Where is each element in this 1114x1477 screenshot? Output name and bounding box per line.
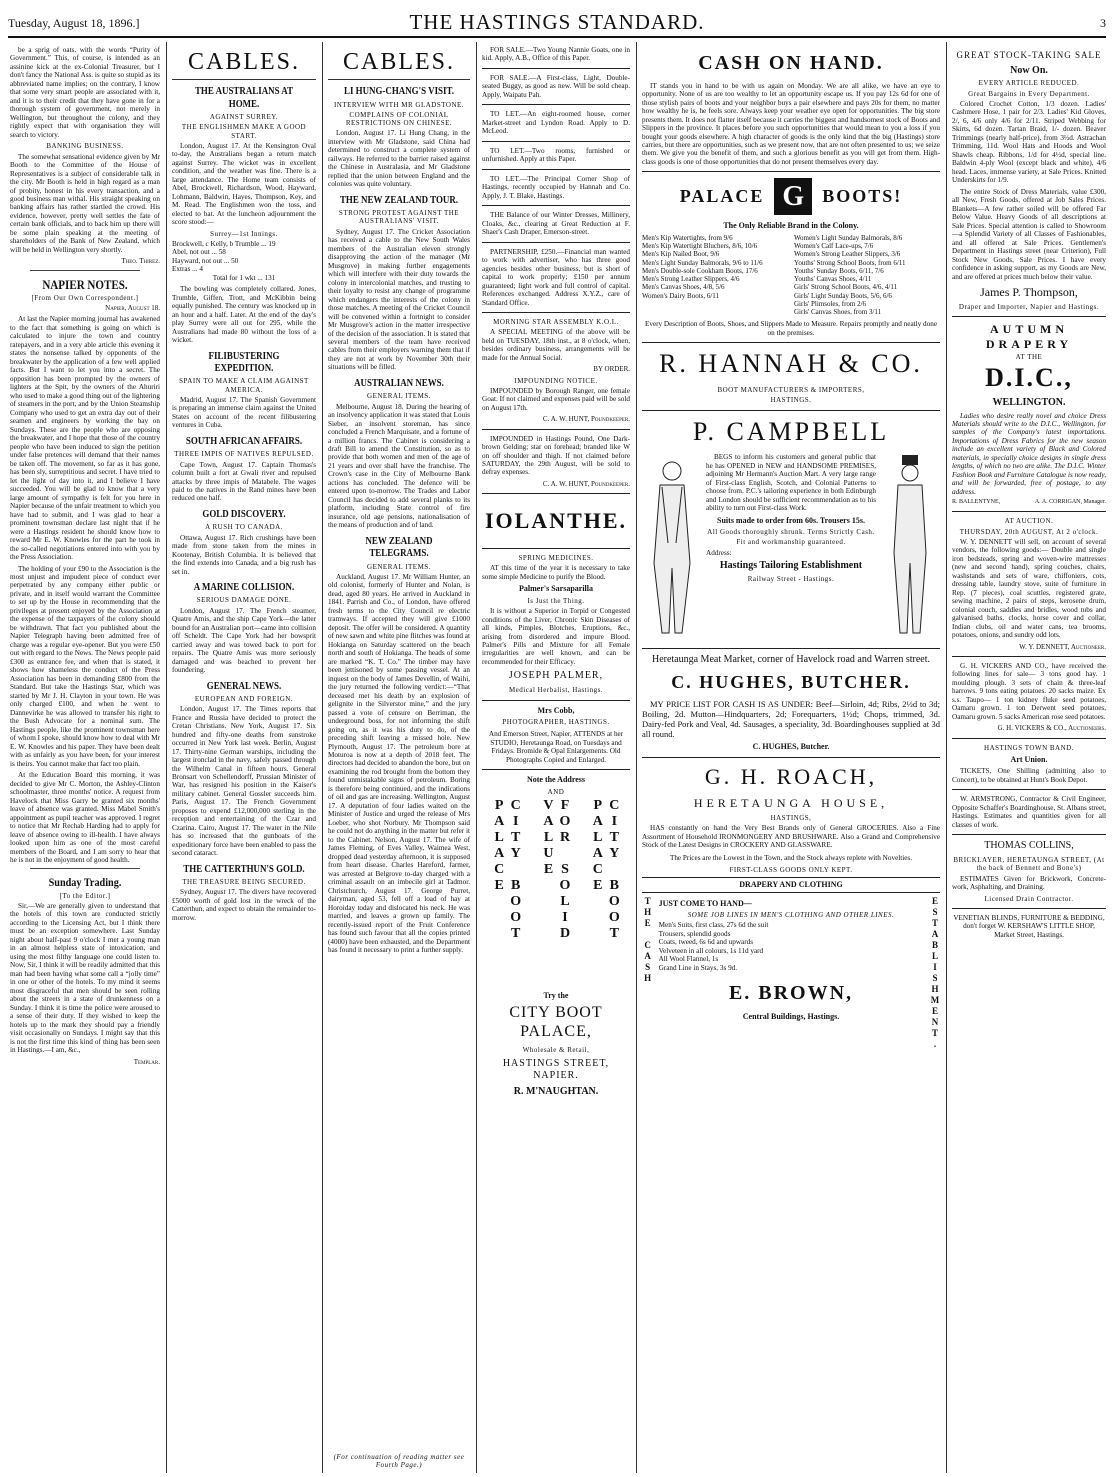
sale-heading: GREAT STOCK-TAKING SALE (956, 50, 1102, 60)
subheading: INTERVIEW WITH MR GLADSTONE. (333, 100, 465, 109)
subheading: GENERAL ITEMS. (367, 562, 431, 571)
signature: Theo. Thirez. (121, 257, 160, 266)
auction-text: G. H. VICKERS AND CO., have received the following lines for sale— 3 tons good hay. 1 moulding plough. 3 sets of chain & three-leaf harrows. 9 tons eating potatoes. 20 sacks maize. Ex s.s. Taupo— 1 ton kidney fluke seed potatoes, Oamaru grown. 1 ton Derwent seed potatoes, Oamaru grown. 5 sacks American rose seed potatoes. (952, 662, 1106, 721)
subheading: THE TREASURE BEING SECURED. (182, 878, 306, 887)
ad-text: VENETIAN BLINDS, FURNITURE & BEDDING, don't forget W. KERSHAW'S LITTLE SHOP, Market Street, Hastings. (953, 913, 1105, 939)
brown-ad (642, 895, 940, 1050)
ad-subheading: AT THE (1015, 352, 1043, 361)
sale-list: Colored Crochet Cotton, 1/3 dozen. Ladies' Cashmere Hose, 1 pair for 2/3. Ladies' Kid Gloves, 2/, 6, 4/6 only 4/6 for 2/11. Striped Webbing for Skirts, 6d dozen. Tartan Braid, 1/- dozen. Beaver Trimmings (nearly half-price), from 3½d. Astrachan Trimming, 11d. Wool Hats and Hoods and Wool Shawls cheap. Ribbons, 1/d for 4½d, special line. Baldwin 4-ply Wool (except black and white), 4/6 head. Laces, immense variety, at Sale Prices. Knitted Underskirts for 1/9. (952, 99, 1106, 185)
ad-subheading: EVERY ARTICLE REDUCED. (978, 79, 1080, 88)
price-item: Women's Strong Leather Slippers, 3/6 (794, 250, 901, 259)
brand-logo: G (774, 178, 812, 215)
price-item: Women's Light Sunday Balmorals, 8/6 (794, 233, 903, 242)
classified-ad: TO LET.—Two rooms, furnished or unfurnished. Apply at this Paper. (482, 146, 630, 164)
divider (482, 312, 630, 313)
signature: BY ORDER. (593, 365, 630, 374)
price-item: Youths' Sunday Boots, 6/11, 7/6 (794, 266, 884, 275)
ad-subheading: SOME JOB LINES IN MEN'S CLOTHING AND OTHER LINES. (687, 911, 895, 920)
advertiser-trade: Medical Herbalist, Hastings. (508, 686, 604, 695)
divider (952, 908, 1106, 909)
subheading: THE ENGLISHMEN MAKE A GOOD START. (181, 123, 307, 140)
price-item: Men's Strong Leather Slippers, 4/6 (642, 275, 740, 284)
article-text: The holding of your £90 to the Association is the most unjust and impudent piece of conduct ever perpetrated by any company either public or private, and in itself would warrant the Committee to set up by the House in recommending that the privileges at present enjoyed by the Association at the expense of the taxpayers of the colony should be withdrawn. That fact you published about the Napier Telegraph having been admitted free of charge was a regular eye-opener. But you were £50 out with regard to the News. The News people paid £300 as entrance fee, and when that is stated, it shows how shameless the conduct of the Press Association has been in demanding £800 from the Standard. But take the Hastings Star, which was started by Mr J. H. Clayton in your town. He was only charged £100, and when he went to Dannevirke he was allowed to transfer his right to the Bush Advocate for a nominal sum. The Hastings people, like the prominent townsman here of whom I spoke, should know how to deal with Mr E. W. Knowles and his paper. They have been dealt with as unfairly as you have been, for your interest is theirs. You cannot make that fact too plain. (10, 564, 160, 768)
ad-text: BEGS to inform his customers and general public that he has OPENED in NEW and HANDSOME PREMISES, adjoining Mr Hermann's Auction Mart. A very large range of First-class English, Scotch, and Colonial Patterns to choose from. P.C.'s tailoring experience in both Edinburgh and London should be sufficient recommendation as to his ability to turn out First-class Work. (706, 453, 876, 513)
divider (482, 700, 630, 701)
article-text: Sydney, August 17. The divers have recovered £5000 worth of gold lost in the wreck of the Catterthun, and expect to obtain the remainder to-morrow. (172, 888, 316, 922)
divider (482, 141, 630, 142)
ad-note: The Prices are the Lowest in the Town, and the Stock always replete with Novelties. (669, 853, 913, 862)
article-text: The bowling was completely collared. Jones, Trumble, Giffen, Trott, and McKibbin being equally punished. The century was knocked up in an hour and a half. Later. At the end of the day's play Surrey were all out for 295, while the Australians had made 80 without the loss of a wicket. (172, 285, 316, 345)
article-text: Sydney, August 17. The Cricket Association has received a cable to the New South Wales members of the Australian eleven strongly disapproving the action of the manager (Mr Musgrove) in making further engagements which will interfere with their duty towards the colony in intercolonial matches, and trusting to their loyalty to resist any change of programme which endangers the interests of the colony in those matches. A meeting of the Cricket Council will be convened within a fortnight to consider Mr Musgrove's action in the matter irrespective of the decision of the association. It is stated that several members of the team have received cables from their employers warning them that if they are not at work by November 30th their situations will be filled. (328, 227, 470, 372)
auction-heading: AT AUCTION. (1004, 517, 1054, 526)
subheading: AGAINST SURREY. (209, 113, 279, 122)
classified-ad: PARTNERSHIP, £250.—Financial man wanted to work with advertiser, who has three good agencies besides other business, but is short of capital to work properly; £150 per annum guaranteed; light work and full control of capital. References exchanged. Address X.Y.Z., care of Standard Office. (482, 247, 630, 307)
shop-owner: R. M'NAUGHTAN. (513, 1085, 599, 1097)
notice-heading: HASTINGS TOWN BAND. (984, 743, 1074, 752)
section-banner: DRAPERY AND CLOTHING (642, 877, 940, 892)
divider (952, 834, 1106, 835)
article-text: The somewhat sensational evidence given by Mr Booth to the Committee of the House of Representatives is a subject of considerable talk in the city. Mr Booth is held in high regard as a man of probity, honest in his every transaction, and a good business man withal. His straight speaking on banking affairs has rather startled the crowd. His evidence, however, pretty well settles the fate of certain bank officials, and to back him up there will be some plain speaking at the meeting of shareholders of the Bank of New Zealand, which will be held in Wellington very shortly. (10, 152, 160, 254)
subheading: SERIOUS DAMAGE DONE. (196, 596, 292, 605)
vertical-text-block (482, 798, 630, 988)
price-item: Women's Dairy Boots, 6/11 (642, 291, 720, 300)
banner-text: BOOTS! (822, 186, 903, 207)
price-list-text: MY PRICE LIST FOR CASH IS AS UNDER: Beef—Sirloin, 4d; Ribs, 2½d to 3d; Boiling, 2d. Mutton—Hindquarters, 2d; Forequarters, 1½d; Chops, trimmed, 3d. Dairy-fed Pork and Veal, 4d. Sausages, a speciality, 3d. Boardinghouses supplied at 3d all round. (642, 699, 940, 740)
divider (952, 316, 1106, 317)
column-rule (322, 42, 323, 1473)
signature: C. A. W. HUNT, Poundkeeper. (542, 415, 630, 424)
company-town: WELLINGTON. (992, 396, 1066, 408)
masthead (8, 2, 1106, 38)
palace-boots-banner (642, 178, 940, 215)
campbell-ad-body (642, 453, 940, 643)
headline: A MARINE COLLISION. (193, 582, 295, 593)
divider (482, 169, 630, 170)
divider (952, 789, 1106, 790)
establishment-address: Railway Street - Hastings. (747, 574, 835, 583)
article-text: London, August 17. The French steamer, Quatre Amis, and the ship Cape York—the latter bound for an Australian port—came into collision off Scheldt. The Cape York had her bowsprit carried away and was towed back to port for repairs. The Quatre Amis was more seriously damaged and was beached to prevent her foundering. (172, 606, 316, 675)
column-rule (946, 42, 947, 1473)
price-item: Girls' Canvas Shoes, from 3/11 (794, 308, 882, 317)
company-name: P. CAMPBELL (692, 416, 890, 446)
list-item: All Wool Flannel, 1s (658, 955, 719, 964)
headline: GOLD DISCOVERY. (202, 508, 286, 520)
column-rule (166, 42, 167, 1473)
price-item: Men's Light Sunday Balmorals, 9/6 to 11/6 (642, 258, 763, 267)
iolanthe-heading: IOLANTHE. (484, 508, 628, 534)
classified-ad: THE Balance of our Winter Dresses, Millinery, Cloaks, &c., clearing at Great Reduction at F. Shaer's Cash Draper, Emerson-street. (482, 211, 630, 237)
divider (642, 648, 940, 649)
price-list-right (794, 234, 940, 317)
company-trade: BOOT MANUFACTURERS & IMPORTERS, (717, 386, 865, 395)
notice-text: IMPOUNDED by Borough Ranger, one female Goat. If not claimed and expenses paid will be sold on August 17th. (482, 386, 630, 412)
list-item: Grand Line in Stays, 3s 9d. (658, 963, 738, 972)
price-item: Girls' Light Sunday Boots, 5/6, 6/6 (794, 291, 892, 300)
headline: LI HUNG-CHANG'S VISIT. (343, 86, 455, 98)
subheading: SPAIN TO MAKE A CLAIM AGAINST AMERICA. (179, 377, 309, 394)
signature: G. H. VICKERS & CO., Auctioneers. (997, 724, 1106, 733)
divider (482, 548, 630, 549)
company-town: HASTINGS. (770, 396, 812, 405)
shop-address: HASTINGS STREET, NAPIER. (502, 1058, 610, 1082)
column-rule (636, 42, 637, 1473)
divider (482, 68, 630, 69)
sale-subheading: Now On. (1010, 64, 1048, 76)
ad-text: AT this time of the year it is necessary to take some simple Medicine to purify the Blood. (482, 564, 630, 581)
article-text: London, August 17. Li Hung Chang, in the interview with Mr Gladstone, said China had determined to construct a complete system of railways. He referred to the barrier raised against the Chinese in Australasia, and Mr Gladstone replied that the union between England and the colonies was quite voluntary. (328, 129, 470, 189)
article-text: Madrid, August 17. The Spanish Government is preparing an immense claim against the United States on account of the recent filibustering ventures in Cuba. (172, 395, 316, 430)
divider (642, 342, 940, 343)
market-location: Heretaunga Meat Market, corner of Havelock road and Warren street. (651, 654, 931, 666)
newspaper-title: THE HASTINGS STANDARD. (409, 10, 705, 34)
issue-date: Tuesday, August 18, 1896.] (8, 16, 140, 30)
column-2 (172, 46, 316, 1471)
advertiser-name: JOSEPH PALMER, (508, 670, 604, 682)
score-heading: Surrey—1st Innings. (210, 229, 278, 238)
divider (30, 270, 140, 271)
list-item: Coats, tweed, 6s 6d and upwards (658, 938, 754, 947)
score-total: Total for 1 wkt ... 131 (212, 273, 276, 282)
article-text: At last the Napier morning journal has awakened to the fact that something is going on which is calculated to injure the town and country ratepayers, and in a very able article this evening it states the nonsense talked by opponents of the breakwater by the application of a few well applied facts. But I want to let you into a secret. The opposition has been prompted by the owners of lighters at the Spit, by the owners of the Ahuriri who used to make a good thing out of the lightering of steamers in the port, and by the Union Steamship Company who used to get an extra day out of their seamen and engineers by working the bay on Sundays. These are the people who are opposing the breakwater, and I hope that those of the country people who have been induced to sign the petition under false pretences will demand that their names be taken off. The movement, so far as it has gone, has been sly, surreptitious and secret. I have tried to let the light of day into it, and I believe I have succeeded. You will be glad to know that a very large amount of sympathy is felt for you here in Napier because of the unfair treatment to which you have had to submit, and I was glad to hear a prominent townsman declare last night that if he were a Hastings resident he should know how to reward Mr E. W. Knowles for the part he took in the so-called negotiations entered into with you by the Press Association. (10, 315, 160, 562)
notice-heading: MORNING STAR ASSEMBLY K.O.L. (493, 318, 619, 327)
vertical-text: FOR SOLID VALUE (540, 797, 573, 942)
classified-ad: FOR SALE.—A First-class, Light, Double-seated Buggy, as good as new. Will be sold cheap. Apply, Waipatu Pah. (482, 73, 630, 99)
classified-ad: TO LET.—An eight-roomed house, corner Market-street and Lyndon Road. Apply to D. McLeod. (482, 110, 630, 136)
ad-text: HAS constantly on hand the Very Best Brands only of General GROCERIES. Also a Fine Assortment of Household IRONMONGERY AND BRUSHWARE. Also a Grand and Comprehensive Stock of the Latest Designs in CROCKERY AND GLASSWARE. (642, 824, 940, 850)
letter-text: Sir,—We are generally given to understand that the hotels of this town are conducted strictly according to the Licensing Act, but I think there must be an exception somewhere. Last Sunday night about half-past 9 o'clock I met a young man in an almost helpless state of intoxication, and using the most filthy language one could listen to. Now, Sir, I think it will be readily admitted that this man had been having what some call a “jolly time” in one or other of the hotels. To my mind it seems most disgraceful that men should be seen rolling about the streets in a state of drunkenness on a Sunday. I think it is time the police were aroused to a sense of their duty. If they wished to keep the hotels up to the mark they should pay a friendly visit occasionally on Sundays. I might say that this is not the first time this kind of thing has been seen in Hastings.—I am, &c., (10, 901, 160, 1055)
company-name: R. HANNAH & CO. (659, 349, 923, 379)
price-item: Men's Kip Watertight Bluchers, 8/6, 10/6 (642, 242, 758, 251)
banner-text: PALACE (679, 186, 765, 207)
shop-name: CITY BOOT PALACE, (509, 1004, 603, 1041)
ad-text: IT stands you in hand to be with us again on Monday. We are all alike, we have an eye to opportunity. None of us are too wealthy to let an opportunity escape us. If you pay 12s 6d for one of those stylish pairs of boots and your neighbor buys a pair elsewhere and pays 20s for them, no matter how wealthy he is, he feels sore. Always keep your weather eye open for opportunities. The big store presents them. It does not flatter itself because it carries the biggest and handsomest stock of Boots and Slippers in the province. It places before you such opportunities that would mean to you a loss if you bought your goods elsewhere. A high character of goods is the only kind that the big (Hastings) store carries, but there are opportunities, such as we present now, that are not often presented to us; we seize them. We give you the benefit of them, and such a glorious benefit as you will get from them. High-class goods is one of those opportunities that do not present themselves every day. (642, 81, 940, 166)
headline: SOUTH AFRICAN AFFAIRS. (185, 435, 303, 447)
vertical-text: THE CASH (642, 895, 653, 984)
ad-subheading: AND (547, 787, 565, 796)
column-4 (482, 46, 630, 1471)
butcher-name: C. HUGHES, BUTCHER. (671, 672, 911, 693)
divider (642, 410, 940, 411)
column-3 (328, 46, 470, 1471)
advertiser-trade: PHOTOGRAPHER, HASTINGS. (502, 717, 610, 726)
article-text: Auckland, August 17. Mr William Hunter, an old colonist, formerly of Hunter and Nolan, is dead, aged 80 years. He arrived in Auckland in 1841. Parrish and Co., of London, have offered fresh terms to the City Council re electric tramways. If accepted they will give £1000 deposit. The offer will be considered. A quantity of new sawn and white pine flitches was found at Hokianga on Saturday scattered on the beach north and south of Hokianga. The heads of some are marked “K. T. Co.” The timber may have been jettisoned by some passing vessel. At an inquest on the body of James Devellin, of Waihi, the jury returned the following verdict:—“That deceased met his death by an explosion of gelignite in the Silverstor mine,” and the jury passed a vote of censure on Berriman, the underground boss, for not informing the shift going on, as it was his duty to do, of the preceding shift leaving a missed hole. New Plymouth, August 17. The petroleum bore at Moturoa is now at a depth of 2018 feet. The directors had decided to abandon the bore, but on examining the rod brought from the bottom they found unmistakable signs of petroleum. Boring is therefore being continued, and the indications of oil and gas are increasing. Wellington, August 17. A deputation of four ladies waited on the Minister of Justice and urged the release of Mrs Loeber, who shot Norbury. Mr Thompson said he could not do anything in the matter but refer it to the Cabinet. Nelson, August 17. The wife of James Fleming, of Eves Valley, Waimea West, dropped dead yesterday afternoon, it is supposed from heart disease. Charles Hareford, farmer, was arrested at Belgrove to-day charged with a criminal assault on an imbecile girl at Tadmor. Christchurch, August 17. George Purret, dairyman, aged 53, fell off a load of hay at Horoiday today and dislocated his neck. He was married, and leaves a grown up family. The recently-issued report of the Fruit Conference has found such favour that all the copies printed (4000) have been exhausted, and the Department has found it necessary to print a further supply. (328, 572, 470, 955)
list-item: Velveteen in all colours, 1s 11d yard (658, 946, 764, 955)
establishment-name: Hastings Tailoring Establishment (719, 560, 863, 572)
divider (642, 757, 940, 758)
ad-note: FIRST-CLASS GOODS ONLY KEPT. (729, 866, 853, 875)
signature: Templar. (133, 1057, 160, 1066)
headline: THE AUSTRALIANS AT HOME. (194, 86, 294, 110)
company-name: E. BROWN, (728, 982, 854, 1005)
byline: [From Our Own Correspondent.] (31, 293, 139, 302)
ad-text: ESTIMATES Given for Brickwork, Concrete-work, Asphalting, and Draining. (952, 874, 1106, 892)
signature: W. Y. DENNETT, Auctioneer. (1019, 642, 1106, 651)
article-text: London, August 17. The Times reports that France and Russia have decided to protect the Cretan Christians. New York, August 17. Six hundred and fifty-one deaths from sunstroke occurred in New York last week. Berlin, August 17. Thirty-nine German warships, including the largest ironclad in the navy, safely passed through the Wilhelm Canal in fifteen hours. General Bronsart von Schellendorff, Prussian Minister of War, has resigned his position in the Kaiser's military cabinet. General Gossler succeeds him. Paris, August 17. The French Government proposes to expend £12,000,000 sterling in the reception and entertaining of the Czar and Czarina. Cairo, August 17. The water in the Nile has so increased that the gunboats of the expeditionary force have been enabled to pass the second cataract. (172, 705, 316, 858)
ad-heading: Note the Address (526, 775, 586, 785)
shop-type: Wholesale & Retail, (522, 1046, 590, 1054)
price-list (642, 234, 940, 317)
signature: C. A. W. HUNT, Poundkeeper. (542, 479, 630, 488)
company-town: HASTINGS, (770, 813, 812, 822)
signatures (952, 499, 1106, 506)
ad-subheading: Is Just the Thing. (527, 596, 585, 605)
column-1 (10, 46, 160, 1471)
gentleman-figure-illustration (642, 453, 702, 643)
article-text: At the Education Board this morning, it was decided to give Mr C. Morton, the Ashley-Clinton schoolmaster, three months' notice. A request from Havelock that Miss Garry be granted six months' leave of absence was granted. Miss Mabel Smith's appointment as pupil teacher was approved. I regret to notice that Mr Rechab Harding had to apply for leave of absence owing to ill-health. I have always looked upon him as one of the most careful members of the Board, and I am sorry to hear that he is not in the enjoyment of good health. (10, 771, 160, 864)
column-rule (476, 42, 477, 1473)
score-line: Brockwell, c Kelly, b Trumble ... 19 (172, 239, 276, 248)
dateline: Napier, August 18. (105, 304, 160, 313)
divider (482, 104, 630, 105)
classified-ad: TO LET.—The Principal Corner Shop of Hastings, recently occupied by Hannah and Co. Apply, J. T. Blake, Hastings. (482, 174, 630, 200)
divider (482, 205, 630, 206)
house-name: HERETAUNGA HOUSE, (693, 795, 889, 810)
gentleman-figure-illustration (880, 453, 940, 643)
ad-headline: CASH ON HAND. (698, 52, 884, 74)
price-list-left (642, 234, 788, 317)
auction-text: W. Y. DENNETT will sell, on account of several vendors, the following goods:— Double and single iron bedsteads, spring and woven-wire mattresses (new and second hand), spring couches, chairs, washstands and sets of ware, chiffoniers, cots, dressing table, laundry stove, suite of furniture in Rep. (7 pieces), coal scuttles, registered grate, sewing machine, 2 pairs of steps, kerosene drum, colonial couch, saddles and bridles, wood tubs and galvanised baths, clocks, horse cover and collar, Indian clubs, oil and water cans, tea brooms, potatoes, onions, and sundry odd lots. (952, 537, 1106, 640)
subheading: THREE IMPIS OF NATIVES REPULSED. (174, 450, 314, 459)
subheading: GENERAL ITEMS. (367, 392, 431, 401)
headline: NEW ZEALAND TELEGRAMS. (365, 535, 433, 560)
advertiser-name: THOMAS COLLINS, (984, 840, 1074, 852)
price-item: Men's Kip Nailed Boot, 9/6 (642, 250, 720, 259)
company-name: D.I.C., (985, 363, 1073, 393)
product-name: Palmer's Sarsaparilla (519, 584, 593, 594)
price-item: Men's Kip Watertights, from 9/6 (642, 233, 733, 242)
company-name: G. H. ROACH, (704, 763, 878, 789)
signature: Licensed Drain Contractor. (984, 894, 1074, 903)
price-item: Men's Canvas Shoes, 4/8, 5/6 (642, 283, 725, 292)
ad-heading: JUST COME TO HAND— (658, 898, 752, 908)
continuation-note: (For continuation of reading matter see Fourth Page.) (328, 1453, 470, 1470)
price-item: Youths' Canvas Shoes, 4/11 (794, 275, 872, 284)
price-item: Girls' Plimsoles, from 2/6 (794, 299, 867, 308)
suit-prices: Suits made to order from 60s. Trousers 15s. (717, 515, 865, 525)
notice-text: IMPOUNDED in Hastings Pound, One Dark-brown Gelding; star on forehead; branded like W on off shoulder and thigh. If not claimed before SATURDAY, the 29th August, will be sold to defray expenses. (482, 434, 630, 477)
advertiser-name: Mrs Cobb, (537, 705, 575, 715)
signature: R. BALLENTYNE, (952, 499, 1001, 506)
list-item: Men's Suits, first class, 27s 6d the suit (658, 921, 769, 930)
company-address: Central Buildings, Hastings. (742, 1011, 840, 1021)
ad-text: Ladies who desire really novel and choice Dress Materials should write to the D.I.C., Wellington, for samples of the Company's latest importations. Importations of Dress Fabrics for the new season include an excellent variety of Black and Colored materials, in specially choice designs in single dress lengths, of which no two are alike. The D.I.C. Winter Fashion Book and Furniture Catalogue is now ready, and will be forwarded, free of postage, to any address. (952, 411, 1106, 496)
subheading: A RUSH TO CANADA. (205, 523, 283, 532)
vertical-text: CITY BOOT PALACE (590, 797, 622, 942)
divider (482, 769, 630, 770)
headline: GENERAL NEWS. (206, 680, 282, 692)
ad-text: And Emerson Street, Napier, ATTENDS at her STUDIO, Heretaunga Road, on Tuesdays and Fridays. Bromide & Opal Enlargements. Old Photographs Copied and Enlarged. (488, 730, 624, 764)
notice-heading: IMPOUNDING NOTICE. (514, 376, 598, 385)
score-line: Abel, not out ... 58 (172, 248, 226, 257)
vertical-text: CITY BOOT PALACE (491, 797, 524, 942)
list-item: Trousers, splendid goods (658, 929, 731, 938)
auction-date: THURSDAY, 20th AUGUST, At 2 o'clock. (959, 527, 1099, 536)
ad-subheading: Try the (543, 990, 569, 1000)
article-text: Melbourne, August 18. During the hearing of an insolvency application it was stated that Louis Sieber, an insolvent storeman, has since concluded a French Marquisate, and a fortune of a million francs. The Cabinet is considering a draft Bill to amend the Constitution, so as to provide that both women and men of the age of 21 years and over shall have the franchise. The Crown's case in the City of Melbourne Bank actions has concluded. The defence will be entered upon to-morrow. The Trades and Labor Council has decided to add several planks to its platform, including State control of fire insurance, old age pensions, nationalisation of the means of production and of land. (328, 402, 470, 530)
price-item: Women's Calf Lace-ups, 7/6 (794, 242, 874, 251)
address-label: Address: (706, 548, 732, 557)
divider (952, 656, 1106, 657)
score-line: Extras ... 4 (172, 265, 203, 274)
ad-note: All Goods thoroughly shrunk. Terms Strictly Cash. (707, 528, 875, 537)
price-item: Men's Double-sole Cookham Boots, 17/6 (642, 266, 758, 275)
divider (642, 171, 940, 172)
advertiser-trade: BRICKLAYER, HERETAUNGA STREET, (At the back of Bennett and Bone's) (953, 856, 1105, 873)
article-text: be a sprig of oats, with the words “Purity of Government.” This, of course, is intended as an assinine kick at the ex-Colonial Treasurer, but I don't fancy the National Ass. is quite so stupid as its abbreviated name implies; on the contrary, I know that some very smart people are associated with it, and it is to their credit that they have gone in for a thorough system of government, not merely in Wellington, but throughout the colony, and they rightly expect that with organisation they will search to victory. (10, 46, 160, 139)
score-line: Hayward, not out ... 50 (172, 256, 239, 265)
divider (482, 242, 630, 243)
tagline: The Only Reliable Brand in the Colony. (723, 221, 859, 231)
column-5 (642, 46, 940, 1471)
divider (30, 868, 140, 869)
headline: THE CATTERTHUN'S GOLD. (183, 863, 305, 875)
article-text: Ottawa, August 17. Rich crushings have been made from stone taken from the mines in Kootenay, British Columbia. It is believed that the find extends into Canada, and a big rush has set in. (172, 533, 316, 576)
ad-note: Every Description of Boots, Shoes, and Slippers Made to Measure. Repairs promptly and neatly done on the premises. (644, 320, 938, 337)
subheading: BANKING BUSINESS. (46, 142, 124, 151)
ad-headline: AUTUMN DRAPERY (985, 322, 1073, 351)
price-item: Youths' Strong School Boots, from 6/11 (794, 258, 906, 267)
ad-text: W. ARMSTRONG, Contractor & Civil Engineer, Opposite Schaffer's Boardinghouse, St. Albans street, Hastings. Estimates and quantities given for all classes of work. (952, 795, 1106, 829)
ad-text: It is without a Superior in Torpid or Congested conditions of the Liver, Chronic Skin Diseases of all kinds, Pimples, Blotches, Eruptions, &c., arising from disordered and impure Blood. Palmer's Pills and Mixture for all Female irregularities are well known, and can be recommended for their Efficacy. (482, 607, 630, 666)
signature: A. A. CORRIGAN, Manager. (1034, 499, 1106, 506)
notice-text: A SPECIAL MEETING of the above will be held on TUESDAY, 18th inst., at 8 o'clock, when, besides ordinary business, arrangements will be made for the Annual Social. (482, 328, 630, 362)
advertiser-name: James P. Thompson, (980, 285, 1078, 300)
headline: FILIBUSTERING EXPEDITION. (208, 350, 280, 375)
campbell-ad-text (706, 453, 876, 643)
ad-heading: SPRING MEDICINES. (518, 554, 594, 563)
headline: THE NEW ZEALAND TOUR. (339, 194, 459, 206)
price-item: Girls' Strong School Boots, 4/6, 4/11 (794, 283, 898, 292)
section-heading: Sunday Trading. (48, 875, 122, 890)
divider (952, 738, 1106, 739)
section-heading: NAPIER NOTES. (42, 276, 128, 292)
subheading: COMPLAINS OF COLONIAL RESTRICTIONS ON CHINESE. (345, 110, 453, 128)
ad-subheading: Great Bargains in Every Department. (968, 89, 1090, 98)
article-text: London, August 17. At the Kensington Oval to-day, the Australians began a return match against Surrey. The wicket was in excellent condition, and the weather was fine. There is a large attendance. The Home team consists of Abel, Brockwell, Richardson, Wood, Hayward, Lohmann, Baldwin, Hayes, Thompson, Key, and M. Read. The Englishmen won the toss, and elected to bat. At the luncheon adjournment the score stood:— (172, 141, 316, 227)
subheading: EUROPEAN AND FOREIGN. (194, 694, 294, 703)
headline: AUSTRALIAN NEWS. (354, 377, 444, 389)
classified-ad: FOR SALE.—Two Young Nannie Goats, one in kid. Apply, A.B., Office of this Paper. (482, 46, 630, 63)
vertical-text: ESTABLISHMENT. (930, 895, 940, 1050)
advertiser-trade: Draper and Importer, Napier and Hastings. (958, 303, 1100, 312)
ad-note: Fit and workmanship guaranteed. (736, 538, 846, 547)
brown-ad-body (659, 896, 924, 1046)
divider (482, 493, 630, 494)
divider (482, 429, 630, 430)
divider (952, 511, 1106, 512)
signature: C. HUGHES, Butcher. (752, 742, 830, 752)
article-text: Cape Town, August 17. Captain Thomas's column built a fort at Gwali river and repulsed attacks by three impis of Matabele. The wages paid to the natives in the Rand mines have been reduced one half. (172, 460, 316, 503)
subheading: [To the Editor.] (59, 891, 111, 900)
notice-text: TICKETS, One Shilling (admitting also to Concert), to be obtained at Hunt's Book Depot. (952, 767, 1106, 784)
ad-text: The entire Stock of Dress Materials, value £300, all New, Fresh Goods, offered at Job Sales Prices. Blankets—A few rather soiled will be offered Far Below Value. Heavy Goods of all descriptions at Sale Prices. Special attention is called to Showroom—a Splendid Variety of all Classes of Fashionables, and all offered at Sale Prices. Gentlemen's Department in Hastings street (near Criterion), Full Stock New Goods, Sale Prices. I have every confidence in asking support, as my Goods are New, and are offered at prices much below their value. (952, 187, 1106, 281)
notice-subheading: Art Union. (1010, 754, 1048, 764)
subheading: STRONG PROTEST AGAINST THE AUSTRALIANS' VISIT. (338, 209, 460, 226)
page-number: 3 (1100, 16, 1106, 30)
section-title: CABLES. (172, 48, 316, 80)
column-6 (952, 46, 1106, 1471)
section-title: CABLES. (328, 48, 470, 80)
